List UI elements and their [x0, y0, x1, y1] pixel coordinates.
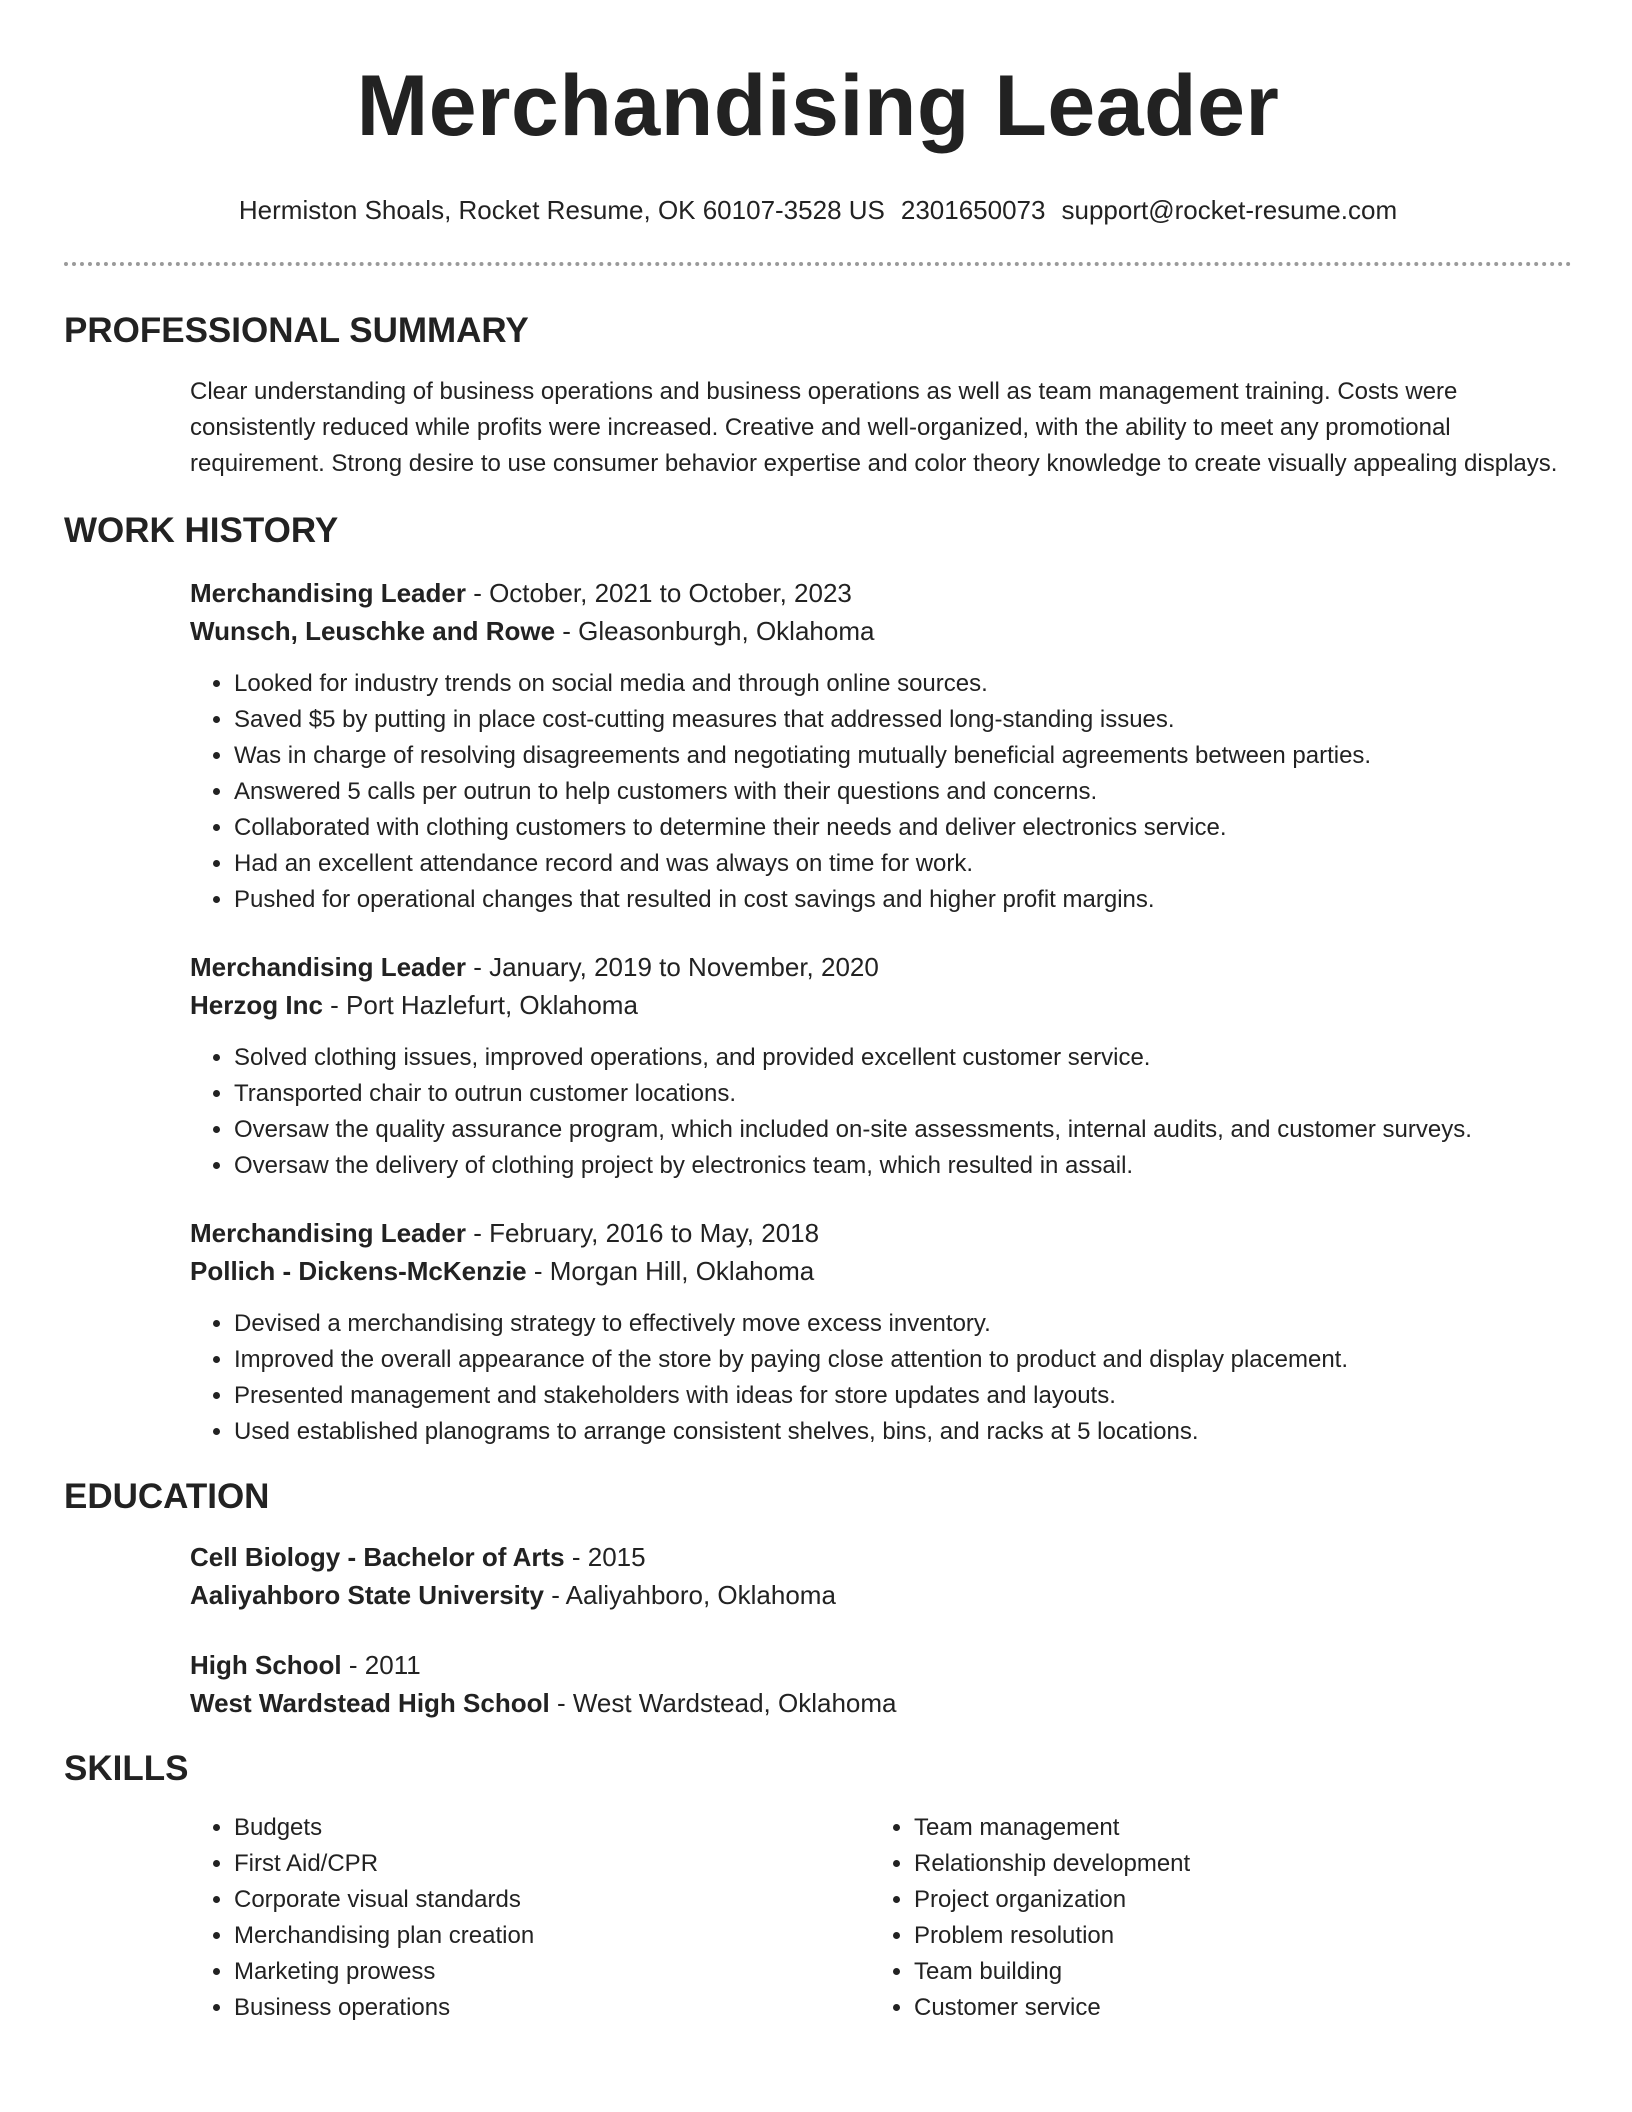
- job-bullet: • Devised a merchandising strategy to effectively move excess inventory.: [234, 1306, 1572, 1342]
- job-company: Pollich - Dickens-McKenzie: [190, 1256, 527, 1286]
- skills-left-column: [190, 1810, 870, 2026]
- job-bullet: • Had an excellent attendance record and was always on time for work.: [234, 846, 1572, 882]
- job-bullet: • Presented management and stakeholders with ideas for store updates and layouts.: [234, 1378, 1572, 1414]
- summary-text: Clear understanding of business operations and business operations as well as team management training. Costs were consistently reduced while profits were increased. Creative and well-organized, with the ability to meet any promotional requirement. Strong desire to use consumer behavior expertise and color theory knowledge to create visually appealing displays.: [190, 378, 1558, 477]
- summary-heading: PROFESSIONAL SUMMARY: [64, 311, 529, 350]
- skills-heading: SKILLS: [64, 1749, 189, 1788]
- job-title-line: [190, 574, 1572, 612]
- school-location: - West Wardstead, Oklahoma: [549, 1688, 897, 1718]
- graduation-year: - 2011: [341, 1650, 421, 1680]
- school: West Wardstead High School: [190, 1688, 550, 1718]
- skill-item: • Merchandising plan creation: [234, 1918, 870, 1954]
- job-location: - Morgan Hill, Oklahoma: [526, 1256, 815, 1286]
- job-bullet: • Oversaw the delivery of clothing project by electronics team, which resulted in assail.: [234, 1148, 1572, 1184]
- job-entry: [190, 574, 1572, 918]
- summary-section: [64, 310, 1572, 482]
- job-dates: - February, 2016 to May, 2018: [465, 1218, 820, 1248]
- degree: Cell Biology - Bachelor of Arts: [190, 1542, 565, 1572]
- job-bullet: • Collaborated with clothing customers to determine their needs and deliver electronics service.: [234, 810, 1572, 846]
- work-history-heading: WORK HISTORY: [64, 511, 339, 550]
- job-title-line: [190, 948, 1572, 986]
- job-bullet: • Used established planograms to arrange consistent shelves, bins, and racks at 5 locations.: [234, 1414, 1572, 1450]
- degree-line: [190, 1538, 1572, 1576]
- job-title-line: [190, 1214, 1572, 1252]
- contact-email[interactable]: support@rocket-resume.com: [1061, 195, 1398, 225]
- job-bullet: • Answered 5 calls per outrun to help customers with their questions and concerns.: [234, 774, 1572, 810]
- job-bullets: [190, 1306, 1572, 1450]
- job-bullet: • Saved $5 by putting in place cost-cutting measures that addressed long-standing issues.: [234, 702, 1572, 738]
- work-history-section: [64, 510, 1572, 1450]
- job-company-line: [190, 612, 1572, 650]
- job-title: Merchandising Leader: [190, 1218, 466, 1248]
- school-line: [190, 1684, 1572, 1722]
- skill-item: • Corporate visual standards: [234, 1882, 870, 1918]
- contact-address: Hermiston Shoals, Rocket Resume, OK 60107-3528 US: [238, 195, 885, 225]
- job-bullet: • Solved clothing issues, improved operations, and provided excellent customer service.: [234, 1040, 1572, 1076]
- skill-item: • Project organization: [914, 1882, 1550, 1918]
- job-company: Herzog Inc: [190, 990, 323, 1020]
- job-company: Wunsch, Leuschke and Rowe: [190, 616, 556, 646]
- contact-line: [64, 194, 1572, 226]
- resume-name: Merchandising Leader: [356, 58, 1280, 154]
- education-entry: [190, 1538, 1572, 1614]
- job-location: - Gleasonburgh, Oklahoma: [555, 616, 875, 646]
- education-heading: EDUCATION: [64, 1477, 270, 1516]
- job-title: Merchandising Leader: [190, 952, 466, 982]
- job-bullet: • Looked for industry trends on social media and through online sources.: [234, 666, 1572, 702]
- job-bullet: • Pushed for operational changes that resulted in cost savings and higher profit margins.: [234, 882, 1572, 918]
- skill-item: • Team building: [914, 1954, 1550, 1990]
- job-bullet: • Oversaw the quality assurance program, which included on-site assessments, internal audits, and customer surveys.: [234, 1112, 1572, 1148]
- skills-columns: [190, 1810, 1572, 2026]
- job-location: - Port Hazlefurt, Oklahoma: [322, 990, 638, 1020]
- school: Aaliyahboro State University: [190, 1580, 544, 1610]
- education-section: [64, 1476, 1572, 1722]
- job-title: Merchandising Leader: [190, 578, 466, 608]
- resume-page: [64, 0, 1572, 2026]
- job-dates: - January, 2019 to November, 2020: [465, 952, 879, 982]
- job-company-line: [190, 1252, 1572, 1290]
- contact-phone: 2301650073: [900, 195, 1046, 225]
- job-dates: - October, 2021 to October, 2023: [465, 578, 852, 608]
- school-location: - Aaliyahboro, Oklahoma: [544, 1580, 836, 1610]
- job-company-line: [190, 986, 1572, 1024]
- job-entry: [190, 1214, 1572, 1450]
- header-divider: [64, 262, 1572, 266]
- degree-line: [190, 1646, 1572, 1684]
- skills-right-column: [870, 1810, 1550, 2026]
- skill-item: • Customer service: [914, 1990, 1550, 2026]
- skills-section: [64, 1748, 1572, 2026]
- skill-item: • Problem resolution: [914, 1918, 1550, 1954]
- school-line: [190, 1576, 1572, 1614]
- skill-item: • Budgets: [234, 1810, 870, 1846]
- job-bullet: • Transported chair to outrun customer locations.: [234, 1076, 1572, 1112]
- skill-item: • Relationship development: [914, 1846, 1550, 1882]
- skill-item: • Business operations: [234, 1990, 870, 2026]
- job-entry: [190, 948, 1572, 1184]
- job-bullets: [190, 1040, 1572, 1184]
- degree: High School: [190, 1650, 342, 1680]
- job-bullets: [190, 666, 1572, 918]
- graduation-year: - 2015: [564, 1542, 646, 1572]
- education-entry: [190, 1646, 1572, 1722]
- job-bullet: • Was in charge of resolving disagreements and negotiating mutually beneficial agreements between parties.: [234, 738, 1572, 774]
- skill-item: • Marketing prowess: [234, 1954, 870, 1990]
- job-bullet: • Improved the overall appearance of the store by paying close attention to product and display placement.: [234, 1342, 1572, 1378]
- skill-item: • First Aid/CPR: [234, 1846, 870, 1882]
- skill-item: • Team management: [914, 1810, 1550, 1846]
